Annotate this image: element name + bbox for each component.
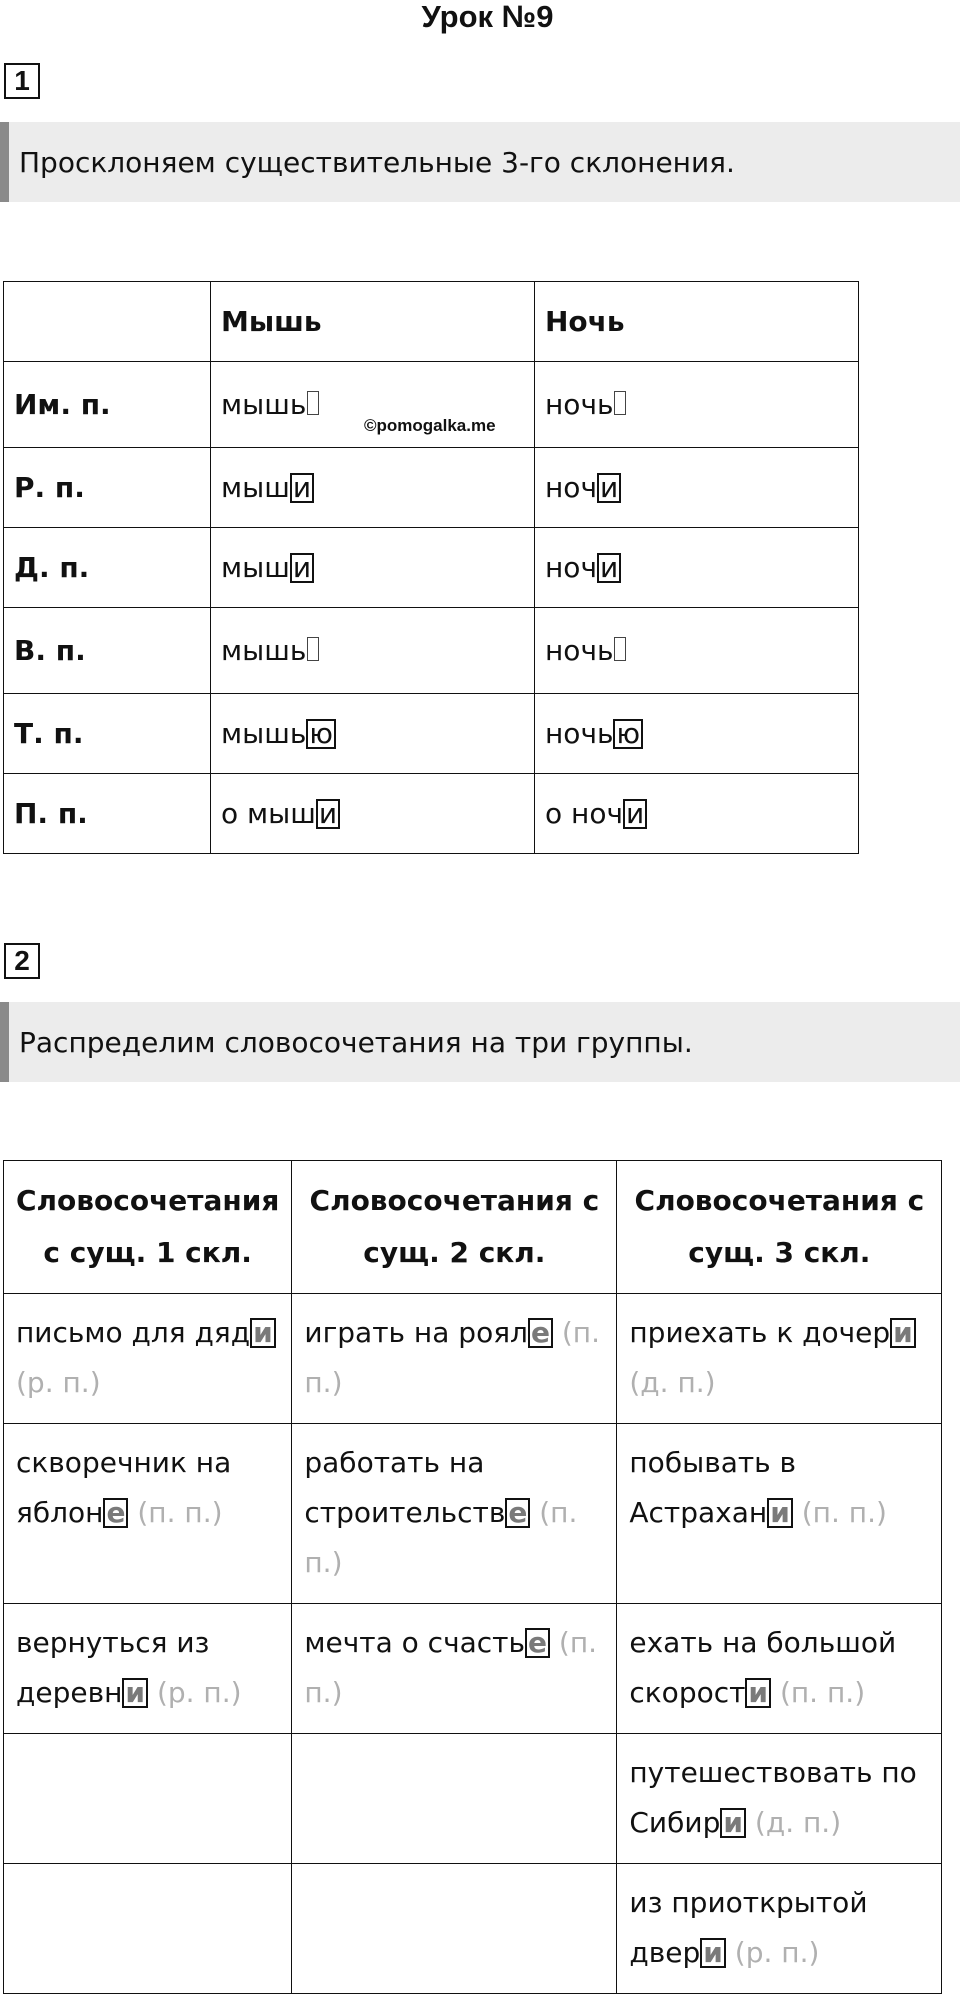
phrase-ending: и bbox=[122, 1678, 148, 1708]
phrase-text: ехать на большой скорост bbox=[629, 1626, 897, 1709]
word-ending: ю bbox=[306, 719, 336, 749]
phrase-cell bbox=[292, 1424, 617, 1604]
case-hint: (п. п.) bbox=[304, 1316, 600, 1399]
page-title: Урок №9 bbox=[421, 0, 554, 34]
phrases-table bbox=[3, 1160, 942, 1994]
word-ending: и bbox=[623, 799, 647, 829]
case-label: П. п. bbox=[4, 774, 211, 854]
phrase-text: играть на роял bbox=[304, 1316, 528, 1349]
word-form-cell bbox=[535, 528, 859, 608]
word-stem: мышь bbox=[221, 717, 307, 750]
word-form-cell bbox=[535, 774, 859, 854]
table-row bbox=[4, 694, 859, 774]
phrase-cell bbox=[4, 1864, 292, 1994]
phrase-text: приехать к дочер bbox=[629, 1316, 891, 1349]
word-stem: ноч bbox=[545, 551, 597, 584]
declension-table bbox=[3, 281, 859, 854]
task-1-instruction: Просклоняем существительные 3-го склонения. bbox=[0, 122, 960, 202]
task-2-number: 2 bbox=[4, 943, 40, 979]
phrase-text: из приоткрытой двер bbox=[629, 1886, 868, 1969]
word-stem: о ноч bbox=[545, 797, 624, 830]
word-ending: и bbox=[290, 473, 314, 503]
phrase-cell bbox=[4, 1734, 292, 1864]
word-stem: ноч bbox=[545, 471, 597, 504]
case-hint: (п. п.) bbox=[779, 1676, 866, 1709]
header-1st-declension: Словосочетания с сущ. 1 скл. bbox=[4, 1161, 292, 1294]
phrase-ending: и bbox=[890, 1318, 916, 1348]
case-hint: (р. п.) bbox=[156, 1676, 242, 1709]
phrase-cell bbox=[617, 1294, 942, 1424]
case-hint: (п. п.) bbox=[137, 1496, 223, 1529]
case-hint: (п. п.) bbox=[801, 1496, 887, 1529]
header-3rd-declension: Словосочетания с сущ. 3 скл. bbox=[617, 1161, 942, 1294]
zero-ending-box bbox=[614, 391, 626, 415]
phrase-ending: е bbox=[103, 1498, 128, 1528]
word-stem: ночь bbox=[545, 388, 614, 421]
phrase-text: письмо для дяд bbox=[16, 1316, 251, 1349]
case-hint: (п. п.) bbox=[304, 1496, 578, 1579]
phrase-ending: и bbox=[767, 1498, 793, 1528]
case-hint: (д. п.) bbox=[754, 1806, 842, 1839]
case-hint: (р. п.) bbox=[16, 1366, 101, 1399]
task-1-number: 1 bbox=[4, 63, 40, 99]
word-form-cell bbox=[211, 774, 535, 854]
word-stem: мышь bbox=[221, 634, 307, 667]
word-stem: ночь bbox=[545, 717, 614, 750]
phrase-cell bbox=[292, 1734, 617, 1864]
phrase-cell bbox=[4, 1424, 292, 1604]
phrase-ending: и bbox=[700, 1938, 726, 1968]
phrase-cell bbox=[617, 1864, 942, 1994]
word-form-cell bbox=[535, 362, 859, 448]
word-form-cell bbox=[211, 448, 535, 528]
case-label: Д. п. bbox=[4, 528, 211, 608]
phrase-text: работать на строительств bbox=[304, 1446, 506, 1529]
word-stem: мыш bbox=[221, 551, 290, 584]
case-label: Р. п. bbox=[4, 448, 211, 528]
phrase-cell bbox=[4, 1294, 292, 1424]
header-2nd-declension: Словосочетания с сущ. 2 скл. bbox=[292, 1161, 617, 1294]
phrase-text: путешествовать по Сибир bbox=[629, 1756, 917, 1839]
zero-ending-box bbox=[307, 391, 319, 415]
header-empty bbox=[4, 282, 211, 362]
word-form-cell bbox=[211, 528, 535, 608]
case-label: Им. п. bbox=[4, 362, 211, 448]
phrase-ending: и bbox=[250, 1318, 276, 1348]
word-form-cell bbox=[535, 694, 859, 774]
phrase-cell bbox=[617, 1734, 942, 1864]
phrase-cell bbox=[292, 1294, 617, 1424]
word-ending: и bbox=[290, 553, 314, 583]
zero-ending-box bbox=[307, 637, 319, 661]
table-row bbox=[4, 608, 859, 694]
word-form-cell bbox=[535, 448, 859, 528]
phrase-ending: и bbox=[745, 1678, 771, 1708]
phrase-ending: е bbox=[525, 1628, 550, 1658]
case-hint: (п. п.) bbox=[304, 1626, 598, 1709]
phrase-ending: е bbox=[505, 1498, 530, 1528]
case-hint: (р. п.) bbox=[734, 1936, 820, 1969]
phrase-cell bbox=[617, 1604, 942, 1734]
phrase-text: вернуться из деревн bbox=[16, 1626, 210, 1709]
phrase-cell bbox=[4, 1604, 292, 1734]
table-row bbox=[4, 528, 859, 608]
task-2-instruction: Распределим словосочетания на три группы. bbox=[0, 1002, 960, 1082]
table-row bbox=[4, 1294, 942, 1424]
phrase-cell bbox=[617, 1424, 942, 1604]
table-row bbox=[4, 1424, 942, 1604]
word-form-cell bbox=[535, 608, 859, 694]
table-row bbox=[4, 448, 859, 528]
word-stem: мыш bbox=[221, 471, 290, 504]
word-form-cell bbox=[211, 694, 535, 774]
phrase-text: скворечник на яблон bbox=[16, 1446, 232, 1529]
word-ending: ю bbox=[613, 719, 643, 749]
case-label: Т. п. bbox=[4, 694, 211, 774]
zero-ending-box bbox=[614, 637, 626, 661]
case-label: В. п. bbox=[4, 608, 211, 694]
word-form-cell bbox=[211, 608, 535, 694]
table-row bbox=[4, 1604, 942, 1734]
word-stem: о мыш bbox=[221, 797, 316, 830]
word-stem: мышь bbox=[221, 388, 307, 421]
word-stem: ночь bbox=[545, 634, 614, 667]
phrase-ending: е bbox=[528, 1318, 553, 1348]
table-row bbox=[4, 1864, 942, 1994]
header-word-1: Мышь bbox=[211, 282, 535, 362]
watermark: ©pomogalka.me bbox=[364, 416, 496, 435]
phrase-cell bbox=[292, 1604, 617, 1734]
phrase-cell bbox=[292, 1864, 617, 1994]
table-row bbox=[4, 1734, 942, 1864]
phrase-text: побывать в Астрахан bbox=[629, 1446, 797, 1529]
word-ending: и bbox=[597, 553, 621, 583]
phrase-text: мечта о счасть bbox=[304, 1626, 525, 1659]
table-row bbox=[4, 774, 859, 854]
case-hint: (д. п.) bbox=[629, 1366, 716, 1399]
phrase-ending: и bbox=[720, 1808, 746, 1838]
header-word-2: Ночь bbox=[535, 282, 859, 362]
word-ending: и bbox=[316, 799, 340, 829]
word-ending: и bbox=[597, 473, 621, 503]
